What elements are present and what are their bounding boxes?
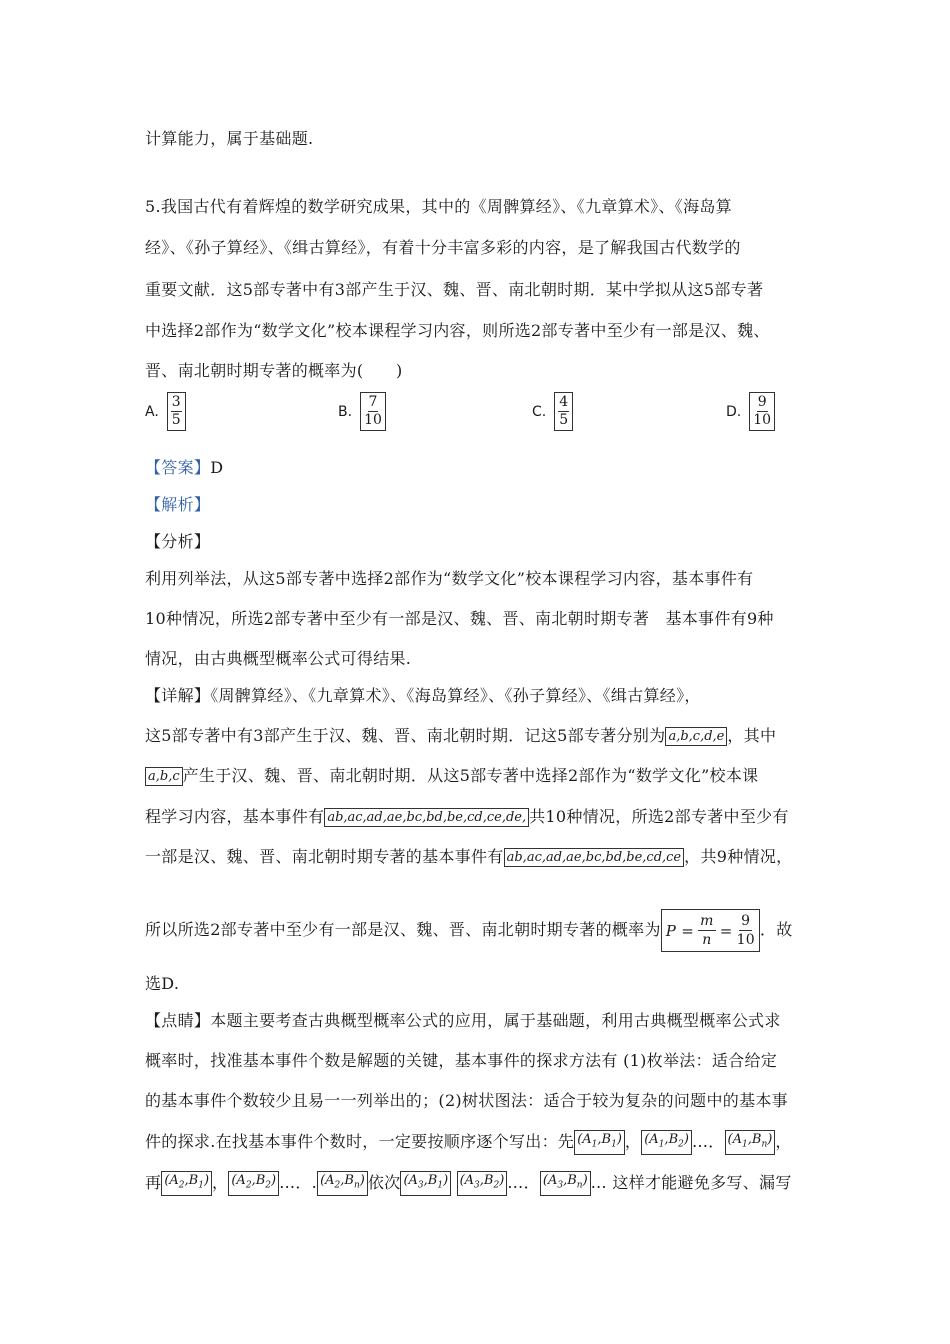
text: 共10种情况，所选2部专著中至少有 — [529, 807, 789, 826]
detail-line — [145, 725, 776, 747]
math-formula: ab,ac,ad,ae,bc,bd,be,cd,ce — [504, 848, 685, 867]
text: 产生于汉、魏、晋、南北朝时期．从这5部专著中选择2部作为“数学文化”校本课 — [182, 766, 759, 785]
numerator: 9 — [757, 394, 767, 410]
text: 依次 — [367, 1172, 401, 1192]
comment-line — [145, 1171, 792, 1196]
denominator: n — [702, 932, 712, 948]
text: 一部是汉、魏、晋、南北朝时期专著的基本事件有 — [145, 847, 504, 866]
pair-a3-b2: $(A_3,B_2)$ — [457, 1171, 508, 1196]
detail-line — [145, 846, 792, 868]
denominator: 10 — [736, 932, 755, 948]
text-line: 选D. — [145, 974, 180, 993]
denominator: 10 — [753, 412, 772, 428]
equals: = — [719, 921, 733, 940]
option-fraction — [360, 392, 386, 431]
option-fraction — [167, 392, 186, 431]
pair-a3-b1: $(A_3,B_1)$ — [400, 1171, 451, 1196]
question-line: 经》、《孙子算经》、《缉古算经》，有着十分丰富多彩的内容，是了解我国古代数学的 — [145, 238, 741, 257]
text-line: 计算能力，属于基础题. — [145, 129, 314, 148]
numerator: m — [700, 913, 714, 929]
detail-line — [145, 806, 789, 828]
text: ， — [624, 1131, 642, 1151]
text: 再 — [145, 1172, 162, 1192]
option-c — [532, 392, 573, 431]
text: ， — [212, 1172, 229, 1192]
option-a — [145, 392, 186, 431]
answer-line — [145, 457, 223, 479]
option-fraction — [749, 392, 775, 431]
text-line: 情况，由古典概型概率公式可得结果. — [145, 649, 412, 668]
text: 件的探求.在找基本事件个数时，一定要按顺序逐个写出：先 — [145, 1131, 575, 1151]
detail-line — [145, 685, 701, 707]
denominator: 10 — [364, 412, 382, 428]
option-label: A. — [145, 403, 159, 420]
math-formula: a,b,c,d,e — [665, 727, 727, 746]
pair-a3-bn: $(A_3,B_n)$ — [540, 1171, 591, 1196]
denominator: 5 — [559, 412, 569, 428]
option-d — [726, 392, 775, 431]
text: 所以所选2部专著中至少有一部是汉、魏、晋、南北朝时期专著的概率为 — [145, 920, 661, 939]
text: ，共9种情况， — [684, 847, 793, 866]
text-line: 10种情况，所选2部专著中至少有一部是汉、魏、晋、南北朝时期专著 基本事件有9种 — [145, 609, 774, 628]
option-fraction — [554, 392, 573, 431]
fraction-9-10 — [737, 912, 755, 949]
detail-text: 《周髀算经》、《九章算术》、《海岛算经》、《孙子算经》、《缉古算经》， — [210, 686, 701, 705]
comment-text: 本题主要考查古典概型概率公式的应用，属于基础题，利用古典概型概率公式求 — [210, 1011, 781, 1030]
answer-value: D — [210, 458, 224, 477]
comment-line — [145, 1130, 792, 1155]
option-label: D. — [726, 403, 742, 420]
numerator: 9 — [741, 913, 751, 929]
question-line: 5.我国古代有着辉煌的数学研究成果，其中的《周髀算经》、《九章算术》、《海岛算 — [145, 197, 732, 216]
formula-lhs: P = — [665, 921, 695, 940]
option-b — [338, 392, 386, 431]
question-line: 重要文献．这5部专著中有3部产生于汉、魏、晋、南北朝时期．某中学拟从这5部专著 — [145, 280, 764, 299]
math-formula: ab,ac,ad,ae,bc,bd,be,cd,ce,de, — [324, 808, 529, 827]
fraction-m-n — [698, 912, 716, 949]
numerator: 3 — [171, 394, 181, 410]
text: …． — [691, 1131, 725, 1151]
detail-line — [145, 765, 758, 787]
pair-a2-b1: $(A_2,B_1)$ — [161, 1171, 212, 1196]
text: … 这样才能避免多写、漏写 — [590, 1172, 792, 1192]
pair-a1-b2: $(A_1,B_2)$ — [641, 1130, 692, 1155]
text: 这5部专著中有3部产生于汉、魏、晋、南北朝时期．记这5部专著分别为 — [145, 726, 666, 745]
pair-a2-b2: $(A_2,B_2)$ — [228, 1171, 279, 1196]
text-line: 的基本事件个数较少且易一一列举出的；(2)树状图法：适合于较为复杂的问题中的基本事 — [145, 1091, 788, 1110]
pair-a1-bn: $(A_1,B_n)$ — [725, 1130, 776, 1155]
option-label: B. — [338, 403, 353, 420]
fenxi-label: 【分析】 — [145, 532, 211, 551]
text: ．故 — [760, 920, 793, 939]
comment-label: 【点睛】 — [145, 1011, 211, 1030]
question-line: 中选择2部作为“数学文化”校本课程学习内容，则所选2部专著中至少有一部是汉、魏、 — [145, 321, 770, 340]
text-line: 利用列举法，从这5部专著中选择2部作为“数学文化”校本课程学习内容，基本事件有 — [145, 569, 754, 588]
text: ， — [775, 1131, 792, 1151]
answer-label: 【答案】 — [145, 458, 211, 477]
probability-formula — [661, 909, 760, 952]
text: …．. — [279, 1172, 318, 1192]
numerator: 4 — [559, 394, 569, 410]
question-line: 晋、南北朝时期专著的概率为( ) — [145, 361, 403, 380]
math-formula: a,b,c — [145, 767, 183, 786]
text: ，其中 — [727, 726, 777, 745]
denominator: 5 — [171, 412, 181, 428]
pair-a2-bn: $(A_2,B_n)$ — [317, 1171, 368, 1196]
text: 程学习内容，基本事件有 — [145, 807, 325, 826]
text-line: 概率时，找准基本事件个数是解题的关键，基本事件的探求方法有 (1)枚举法：适合给定 — [145, 1051, 778, 1070]
numerator: 7 — [368, 394, 378, 410]
pair-a1-b1: $(A_1,B_1)$ — [574, 1130, 625, 1155]
text: …． — [507, 1172, 540, 1192]
option-label: C. — [532, 403, 547, 420]
comment-line — [145, 1010, 781, 1032]
detail-line — [145, 909, 793, 952]
analysis-label: 【解析】 — [145, 495, 211, 514]
detail-label: 【详解】 — [145, 686, 211, 705]
